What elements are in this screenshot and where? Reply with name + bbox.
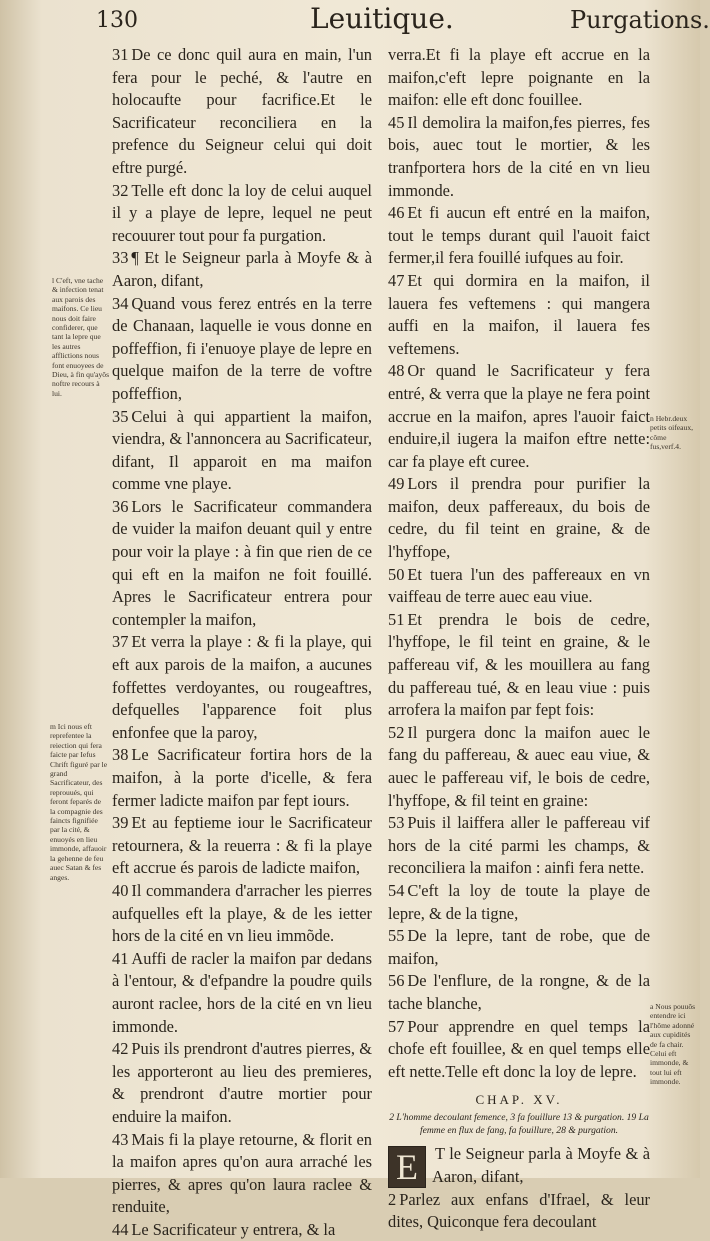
right-column: [388, 44, 650, 1234]
verse: 47 Et qui dormira en la maifon, il lauera fes veftemens : qui mangera auffi en la maifon, il lauera fes veftemens.: [388, 270, 650, 358]
margin-note-right: n Hebr.deux petits oifeaux, cõme fus,verf.4.: [650, 414, 694, 452]
verse: 49 Lors il prendra pour purifier la maifon, deux paffereaux, du bois de cedre, du fil teint en graine, & de l'hyffope,: [388, 474, 650, 562]
verse: 39 Et au feptieme iour le Sacrificateur retournera, & la reuerra : & fi la playe eft accrue és parois de ladicte maifon,: [112, 813, 372, 878]
verse: 48 Or quand le Sacrificateur y fera entré, & verra que la playe ne fera point accrue en la maifon, apres l'auoir faict enduire,il iugera la maifon eftre nette: car fa playe eft curee.: [388, 361, 650, 471]
margin-note-left: m Ici nous eft reprefentee la reiection qui fera faicte par Iefus Chrift figuré par le grand Sacrificateur, des reprouués, qui feront feparés de la compagnie des faincts fignifiée par la cité, & enuoyés en lieu immonde, affauoir la gehenne de feu auec Satan & fes anges.: [50, 722, 108, 882]
verse: 38 Le Sacrificateur fortira hors de la maifon, à la porte d'icelle, & fera fermer ladicte maifon par fept iours.: [112, 745, 372, 810]
verse: 42 Puis ils prendront d'autres pierres, & les apporteront au lieu des premieres, & prendront d'autre mortier pour enduire la maifon.: [112, 1039, 372, 1126]
chapter-opening: [388, 1143, 650, 1233]
margin-note-left: l C'eft, vne tache & infection tenat aux parois des maifons. Ce lieu nous doit faire confiderer, que tant la lepre que les autres afflictions nous font enuoyees de Dieu, à fin qu'ayõs noftre recours à lui.: [52, 276, 110, 398]
verse: 37 Et verra la playe : & fi la playe, qui eft aux parois de la maifon, a aucunes foffettes verdoyantes, ou rougeaftres, defquelles l'apparence foit plus enfonfee que la paroy,: [112, 632, 372, 742]
verse: 44 Le Sacrificateur y entrera, & la: [112, 1219, 336, 1239]
verse: 50 Et tuera l'un des paffereaux en vn vaiffeau de terre auec eau viue.: [388, 564, 650, 607]
verse: 32 Telle eft donc la loy de celui auquel il y a playe de lepre, lequel ne peut recouurer tout pour fa purgation.: [112, 180, 372, 245]
verse: 35 Celui à qui appartient la maifon, viendra, & l'annoncera au Sacrificateur, difant, Il apparoit en ma maifon comme vne playe.: [112, 406, 372, 494]
running-title: Leuitique.: [310, 2, 454, 35]
verse: T le Seigneur parla à Moyfe & à Aaron, difant,: [432, 1144, 650, 1186]
verse: 2 Parlez aux enfans d'Ifrael, & leur dites, Quiconque fera decoulant: [388, 1189, 650, 1232]
verse: 31 De ce donc quil aura en main, l'un fera pour le peché, & l'autre en holocaufte pour facrifice.Et le Sacrificateur reconciliera en la prefence du Seigneur celui qui doit eftre purgé.: [112, 45, 372, 177]
verse: 43 Mais fi la playe retourne, & florit en la maifon apres qu'on aura arraché les pierres, & apres qu'on laura raclee & renduite,: [112, 1129, 372, 1217]
page-header: [0, 2, 710, 42]
verse: 52 Il purgera donc la maifon auec le fang du paffereau, & auec eau viue, & auec le paffereau vif, le bois de cedre, l'hyffope, & fil teint en graine:: [388, 722, 650, 810]
verse: 51 Et prendra le bois de cedre, l'hyffope, le fil teint en graine, & le paffereau vif, & les mouillera au fang du paffereau tué, & en leau viue : puis arrofera la maifon par fept fois:: [388, 609, 650, 720]
running-title-right: Purgations.: [570, 6, 710, 34]
verse: 54 C'eft la loy de toute la playe de lepre, & de la tigne,: [388, 880, 650, 923]
verse: 41 Auffi de racler la maifon par dedans à l'entour, & d'efpandre la poudre quils auront raclee, hors de la cité en vn lieu immonde.: [112, 948, 372, 1036]
verse: 56 De l'enflure, de la rongne, & de la tache blanche,: [388, 971, 650, 1013]
left-column: [112, 44, 372, 1241]
verse: 55 De la lepre, tant de robe, que de maifon,: [388, 926, 650, 968]
verse: 45 Il demolira la maifon,fes pierres, fes bois, auec tout le mortier, & les tranfportera hors de la cité en vn lieu immonde.: [388, 112, 650, 200]
page-number: 130: [96, 8, 138, 33]
verse: 53 Puis il laiffera aller le paffereau vif hors de la cité parmi les champs, & reconciliera la maifon : ainfi fera nette.: [388, 813, 650, 878]
margin-note-right: a Nous pouuõs entendre ici l'hõme adonné aux cupidités de fa chair. Celui eft immonde, & tout lui eft immonde.: [650, 1002, 696, 1087]
chapter-summary: 2 L'homme decoulant femence, 3 fa fouillure 13 & purgation. 19 La femme en flux de fang, fa fouillure, 28 & purgation.: [389, 1112, 649, 1137]
verse: 34 Quand vous ferez entrés en la terre de Chanaan, laquelle ie vous donne en poffeffion, fi i'enuoye playe de lepre en quelque maifon de la terre de voftre poffeffion,: [112, 293, 372, 403]
dropcap-initial: E: [388, 1146, 426, 1188]
verse: 40 Il commandera d'arracher les pierres aufquelles eft la playe, & de les ietter hors de la cité en vn lieu immõde.: [112, 880, 372, 946]
chapter-heading: CHAP. XV.: [475, 1092, 563, 1108]
verse-continuation: verra.Et fi la playe eft accrue en la maifon,c'eft lepre poignante en la maifon: elle eft donc fouillee.: [388, 45, 650, 110]
verse: 57 Pour apprendre en quel temps la chofe eft fouillee, & en quel temps elle eft nette.Telle eft donc la loy de lepre.: [388, 1016, 650, 1081]
verse: 36 Lors le Sacrificateur commandera de vuider la maifon deuant quil y entre pour voir la playe : à fin que rien de ce qui eft en la maifon ne foit fouillé. Apres le Sacrificateur entrera pour contempler la maifon,: [112, 496, 372, 629]
verse: 33 ¶ Et le Seigneur parla à Moyfe & à Aaron, difant,: [112, 248, 372, 290]
verse: 46 Et fi aucun eft entré en la maifon, tout le temps durant quil l'auoit faict fermer,il fera fouillé iufques au foir.: [388, 203, 650, 268]
